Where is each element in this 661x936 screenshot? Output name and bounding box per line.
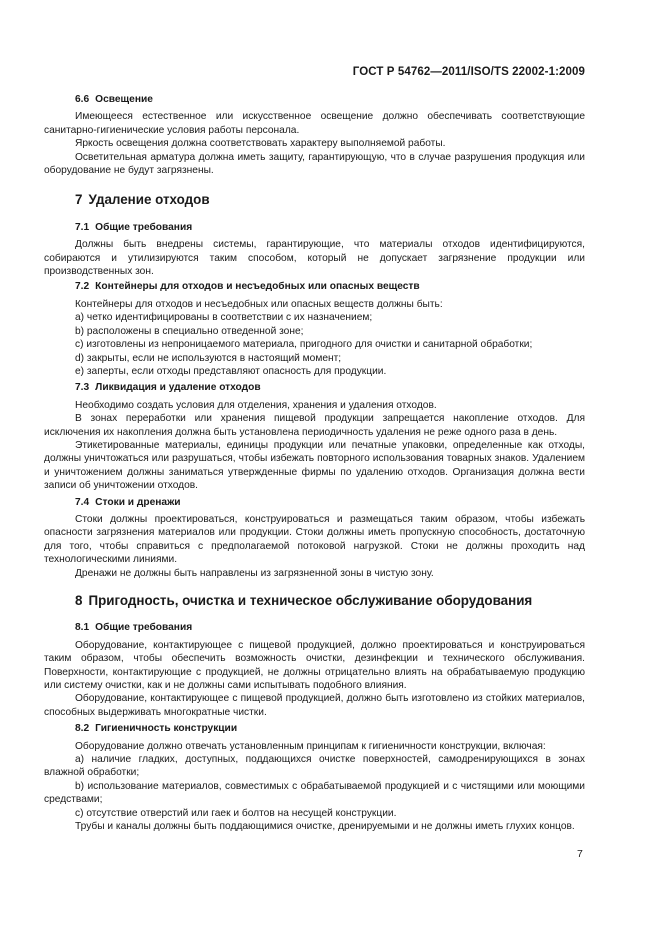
paragraph: Этикетированные материалы, единицы продукции или печатные упаковки, определенные как отходы, должны уничтожаться или разрушаться, чтобы избежать повторного использования товарных знаков. Удалением и уничтожением должны заниматься утвержденные фирмы по удалению отходов. Организация должна вести записи об уничтожении отходов. xyxy=(44,439,585,492)
section-title: Удаление отходов xyxy=(88,192,210,208)
list-item: c) изготовлены из непроницаемого материала, пригодного для очистки и санитарной обработки; xyxy=(75,339,533,351)
subsection-title: Общие требования xyxy=(95,622,193,634)
paragraph: Имеющееся естественное или искусственное освещение должно обеспечивать соответствующие санитарно-гигиенические условия работы персонала. xyxy=(44,111,585,136)
subsection-title: Общие требования xyxy=(95,221,193,233)
list-item: d) закрыты, если не используются в настоящий момент; xyxy=(75,352,342,364)
subsection-heading-7-4 xyxy=(75,496,585,509)
subsection-title: Освещение xyxy=(95,94,153,105)
section-title: Пригодность, очистка и техническое обслуживание оборудования xyxy=(88,593,533,608)
subsection-number: 7.4 xyxy=(75,496,90,508)
paragraph: Осветительная арматура должна иметь защиту, гарантирующую, что в случае разрушения продукция или оборудование не будут загрязнены. xyxy=(44,151,585,177)
subsection-heading-7-2 xyxy=(75,280,585,293)
subsection-heading-6-6 xyxy=(75,93,585,106)
paragraph: В зонах переработки или хранения пищевой продукции запрещается накопление отходов. Для исключения их накопления должна быть установлена периодичность удаления не реже одного раза в день. xyxy=(44,413,585,438)
subsection-title: Стоки и дренажи xyxy=(95,496,181,508)
page-number: 7 xyxy=(577,848,583,860)
page-content xyxy=(44,93,585,834)
subsection-heading-8-2 xyxy=(75,722,585,735)
paragraph: Контейнеры для отходов и несъедобных или опасных веществ должны быть: xyxy=(75,298,443,310)
list-item: b) использование материалов, совместимых с обрабатываемой продукцией и с чистящими или моющими средствами; xyxy=(44,780,585,806)
subsection-title: Ликвидация и удаление отходов xyxy=(95,382,261,394)
paragraph: Должны быть внедрены системы, гарантирующие, что материалы отходов идентифицируются, собираются и утилизируются таким способом, который не допускает загрязнение продукции или производственных зон. xyxy=(44,239,585,278)
section-number: 8 xyxy=(75,593,83,608)
list-item: c) отсутствие отверстий или гаек и болтов на несущей конструкции. xyxy=(75,807,397,819)
subsection-number: 7.3 xyxy=(75,382,90,394)
paragraph: Трубы и каналы должны быть поддающимися очистке, дренируемыми и не должны иметь глухих концов. xyxy=(75,821,575,833)
paragraph: Оборудование, контактирующее с пищевой продукцией, должно быть изготовлено из стойких материалов, способных выдерживать многократные чистки. xyxy=(44,693,585,718)
subsection-heading-8-1 xyxy=(75,621,585,634)
list-item: b) расположены в специально отведенной зоне; xyxy=(75,325,304,337)
subsection-number: 7.2 xyxy=(75,281,90,293)
list-item: a) четко идентифицированы в соответствии с их назначением; xyxy=(75,312,373,324)
list-item: e) заперты, если отходы представляют опасность для продукции. xyxy=(75,365,387,377)
subsection-heading-7-1 xyxy=(75,221,585,234)
section-heading-7 xyxy=(75,193,585,206)
paragraph: Яркость освещения должна соответствовать характеру выполняемой работы. xyxy=(75,138,446,150)
subsection-title: Гигиеничность конструкции xyxy=(95,723,238,735)
paragraph: Оборудование, контактирующее с пищевой продукцией, должно проектироваться и конструироваться таким образом, чтобы обеспечить возможность очистки, дезинфекции и технического обслуживания. Поверхности, контактирующие с продукцией, не должны отрицательно влиять на обрабатываемую продукцию или систему очистки, как и не должны сами испытывать подобного влияния. xyxy=(44,639,585,692)
paragraph: Стоки должны проектироваться, конструироваться и размещаться таким образом, чтобы избежать опасности загрязнения материалов или продукции. Стоки должны иметь пропускную способность, достаточную для того, чтобы справиться с предполагаемой потоковой нагрузкой. Стоки не должны проходить над технологическими линиями. xyxy=(44,513,585,566)
list-item: a) наличие гладких, доступных, поддающихся очистке поверхностей, самодренирующихся в зонах влажной обработки; xyxy=(44,754,585,779)
paragraph: Дренажи не должны быть направлены из загрязненной зоны в чистую зону. xyxy=(75,567,434,579)
section-heading-8 xyxy=(75,594,585,607)
subsection-heading-7-3 xyxy=(75,381,585,394)
subsection-number: 6.6 xyxy=(75,94,90,105)
document-code-header: ГОСТ Р 54762—2011/ISO/TS 22002-1:2009 xyxy=(352,66,585,78)
section-number: 7 xyxy=(75,192,83,208)
subsection-number: 8.1 xyxy=(75,622,90,634)
paragraph: Оборудование должно отвечать установленным принципам к гигиеничности конструкции, включая: xyxy=(75,740,546,752)
paragraph: Необходимо создать условия для отделения, хранения и удаления отходов. xyxy=(75,399,437,411)
subsection-number: 8.2 xyxy=(75,723,90,735)
subsection-number: 7.1 xyxy=(75,221,90,233)
subsection-title: Контейнеры для отходов и несъедобных или опасных веществ xyxy=(95,281,420,293)
